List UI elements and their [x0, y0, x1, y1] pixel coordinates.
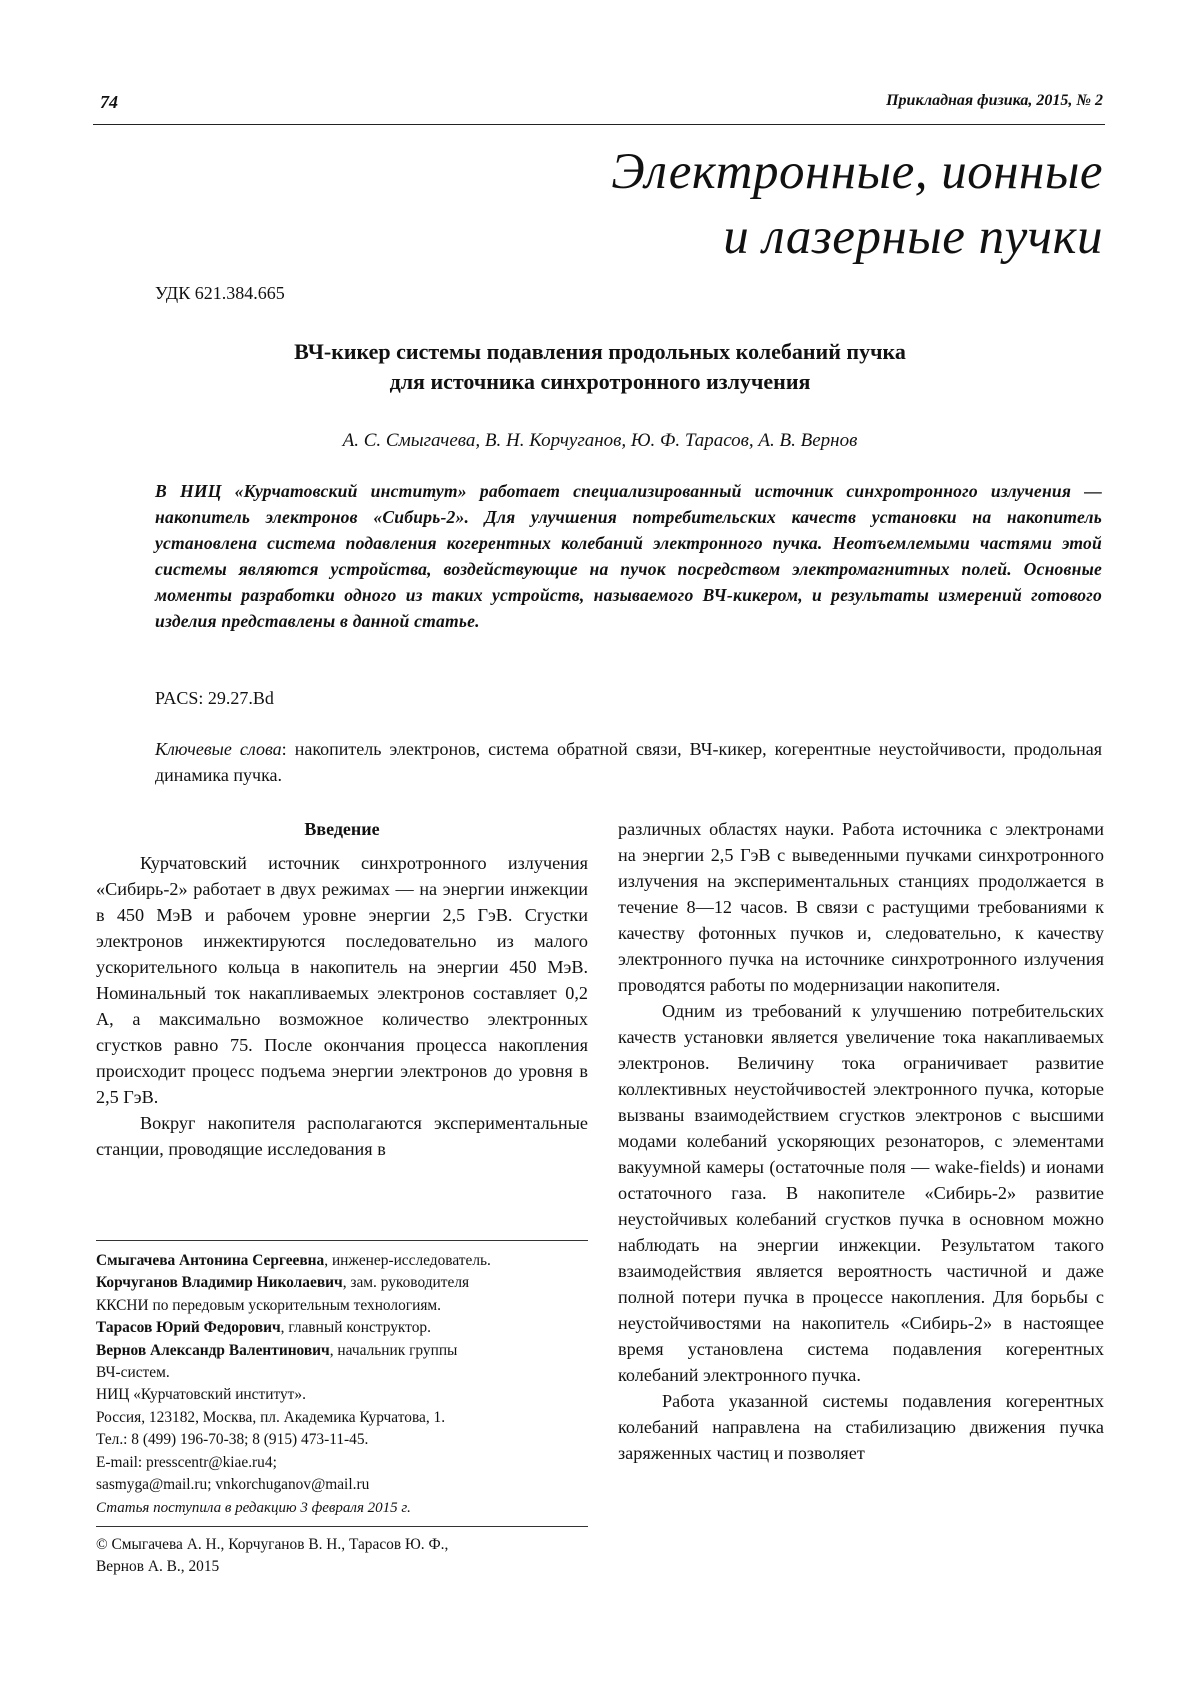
copyright	[96, 1534, 588, 1579]
right-paragraph-3: Работа указанной системы подавления когерентных колебаний направлена на стабилизацию движения пучка заряженных частиц и позволяет	[618, 1391, 1104, 1463]
address-phone: Тел.: 8 (499) 196-70-38; 8 (915) 473-11-45.	[96, 1431, 369, 1449]
affiliation-line: Вернов Александр Валентинович, начальник группы	[96, 1341, 458, 1359]
copyright-line1: © Смыгачева А. Н., Корчуганов В. Н., Тарасов Ю. Ф.,	[96, 1536, 449, 1553]
section-title	[403, 140, 1103, 270]
affiliation-line: Тарасов Юрий Федорович, главный конструктор.	[96, 1319, 431, 1337]
address-email-1: E-mail: presscentr@kiae.ru4;	[96, 1453, 277, 1471]
pacs-code: PACS: 29.27.Bd	[155, 688, 274, 708]
affiliation-line: ККСНИ по передовым ускорительным технологиям.	[96, 1296, 442, 1314]
address-street: Россия, 123182, Москва, пл. Академика Курчатова, 1.	[96, 1408, 446, 1426]
header-rule	[93, 124, 1105, 125]
left-column	[96, 816, 588, 1162]
paper-title-line1: ВЧ-кикер системы подавления продольных колебаний пучка	[294, 339, 906, 364]
received-date: Статья поступила в редакцию 3 февраля 2015 г.	[96, 1500, 411, 1516]
right-column	[618, 816, 1104, 1466]
paper-title	[155, 337, 1045, 397]
affiliation-line: Смыгачева Антонина Сергеевна, инженер-исследователь.	[96, 1252, 491, 1269]
intro-paragraph-1: Курчатовский источник синхротронного излучения «Сибирь-2» работает в двух режимах — на энергии инжекции в 450 МэВ и рабочем уровне энергии 2,5 ГэВ. Сгустки электронов инжектируются последовательно из малого ускорительного кольца в накопитель на энергии 450 МэВ. Номинальный ток накапливаемых электронов составляет 0,2 А, а максимально возможное количество электронных сгустков равно 75. После окончания процесса накопления происходит процесс подъема энергии электронов до уровня в 2,5 ГэВ.	[96, 853, 588, 1107]
authors: А. С. Смыгачева, В. Н. Корчуганов, Ю. Ф. Тарасов, А. В. Вернов	[342, 430, 858, 451]
copyright-line2: Вернов А. В., 2015	[96, 1558, 220, 1576]
keywords-label: Ключевые слова	[155, 739, 282, 759]
right-paragraph-2: Одним из требований к улучшению потребительских качеств установки является увеличение тока накапливаемых электронов. Величину тока ограничивает развитие коллективных неустойчивостей электронного пучка, которые вызваны взаимодействием сгустков электронов с высшими модами колебаний ускоряющих резонаторов, с элементами вакуумной камеры (остаточные поля — wake-fields) и ионами остаточного газа. В накопителе «Сибирь-2» развитие неустойчивых колебаний сгустков пучка в основном можно наблюдать на энергии инжекции. Результатом такого взаимодействия является вероятность частичной и даже полной потери пучка в процессе накопления. Для борьбы с неустойчивостями на накопитель «Сибирь-2» в настоящее время установлена система подавления когерентных колебаний электронного пучка.	[618, 1001, 1104, 1385]
keywords-text: : накопитель электронов, система обратной связи, ВЧ-кикер, когерентные неустойчивости, продольная динамика пучка.	[155, 739, 1102, 785]
journal-reference: Прикладная физика, 2015, № 2	[886, 92, 1103, 109]
udk-code: УДК 621.384.665	[155, 283, 285, 303]
address-org: НИЦ «Курчатовский институт».	[96, 1386, 306, 1404]
keywords	[155, 736, 1102, 788]
author-affiliations	[96, 1250, 588, 1496]
intro-paragraph-2: Вокруг накопителя располагаются экспериментальные станции, проводящие исследования в	[96, 1113, 588, 1159]
copyright-rule	[96, 1526, 588, 1527]
address-email-2: sasmyga@mail.ru; vnkorchuganov@mail.ru	[96, 1476, 370, 1494]
section-title-line2: и лазерные пучки	[723, 209, 1103, 265]
intro-heading: Введение	[304, 819, 380, 839]
right-paragraph-1: различных областях науки. Работа источника с электронами на энергии 2,5 ГэВ с выведенными пучками синхротронного излучения на экспериментальных станциях продолжается в течение 8—12 часов. В связи с растущими требованиями к качеству фотонных пучков и, следовательно, к качеству электронного пучка на источнике синхротронного излучения проводятся работы по модернизации накопителя.	[618, 819, 1104, 995]
affiliation-line: Корчуганов Владимир Николаевич, зам. руководителя	[96, 1274, 470, 1292]
abstract: В НИЦ «Курчатовский институт» работает специализированный источник синхротронного излучения — накопитель электронов «Сибирь-2». Для улучшения потребительских качеств установки на накопитель установлена система подавления когерентных колебаний электронного пучка. Неотъемлемыми частями этой системы являются устройства, воздействующие на пучок посредством электромагнитных полей. Основные моменты разработки одного из таких устройств, называемого ВЧ-кикером, и результаты измерений готового изделия представлены в данной статье.	[155, 481, 1102, 631]
page-number: 74	[100, 92, 118, 112]
affiliation-line: ВЧ-систем.	[96, 1364, 170, 1382]
section-title-line1: Электронные, ионные	[611, 144, 1103, 200]
paper-title-line2: для источника синхротронного излучения	[389, 369, 811, 394]
footnote-rule	[96, 1240, 588, 1241]
